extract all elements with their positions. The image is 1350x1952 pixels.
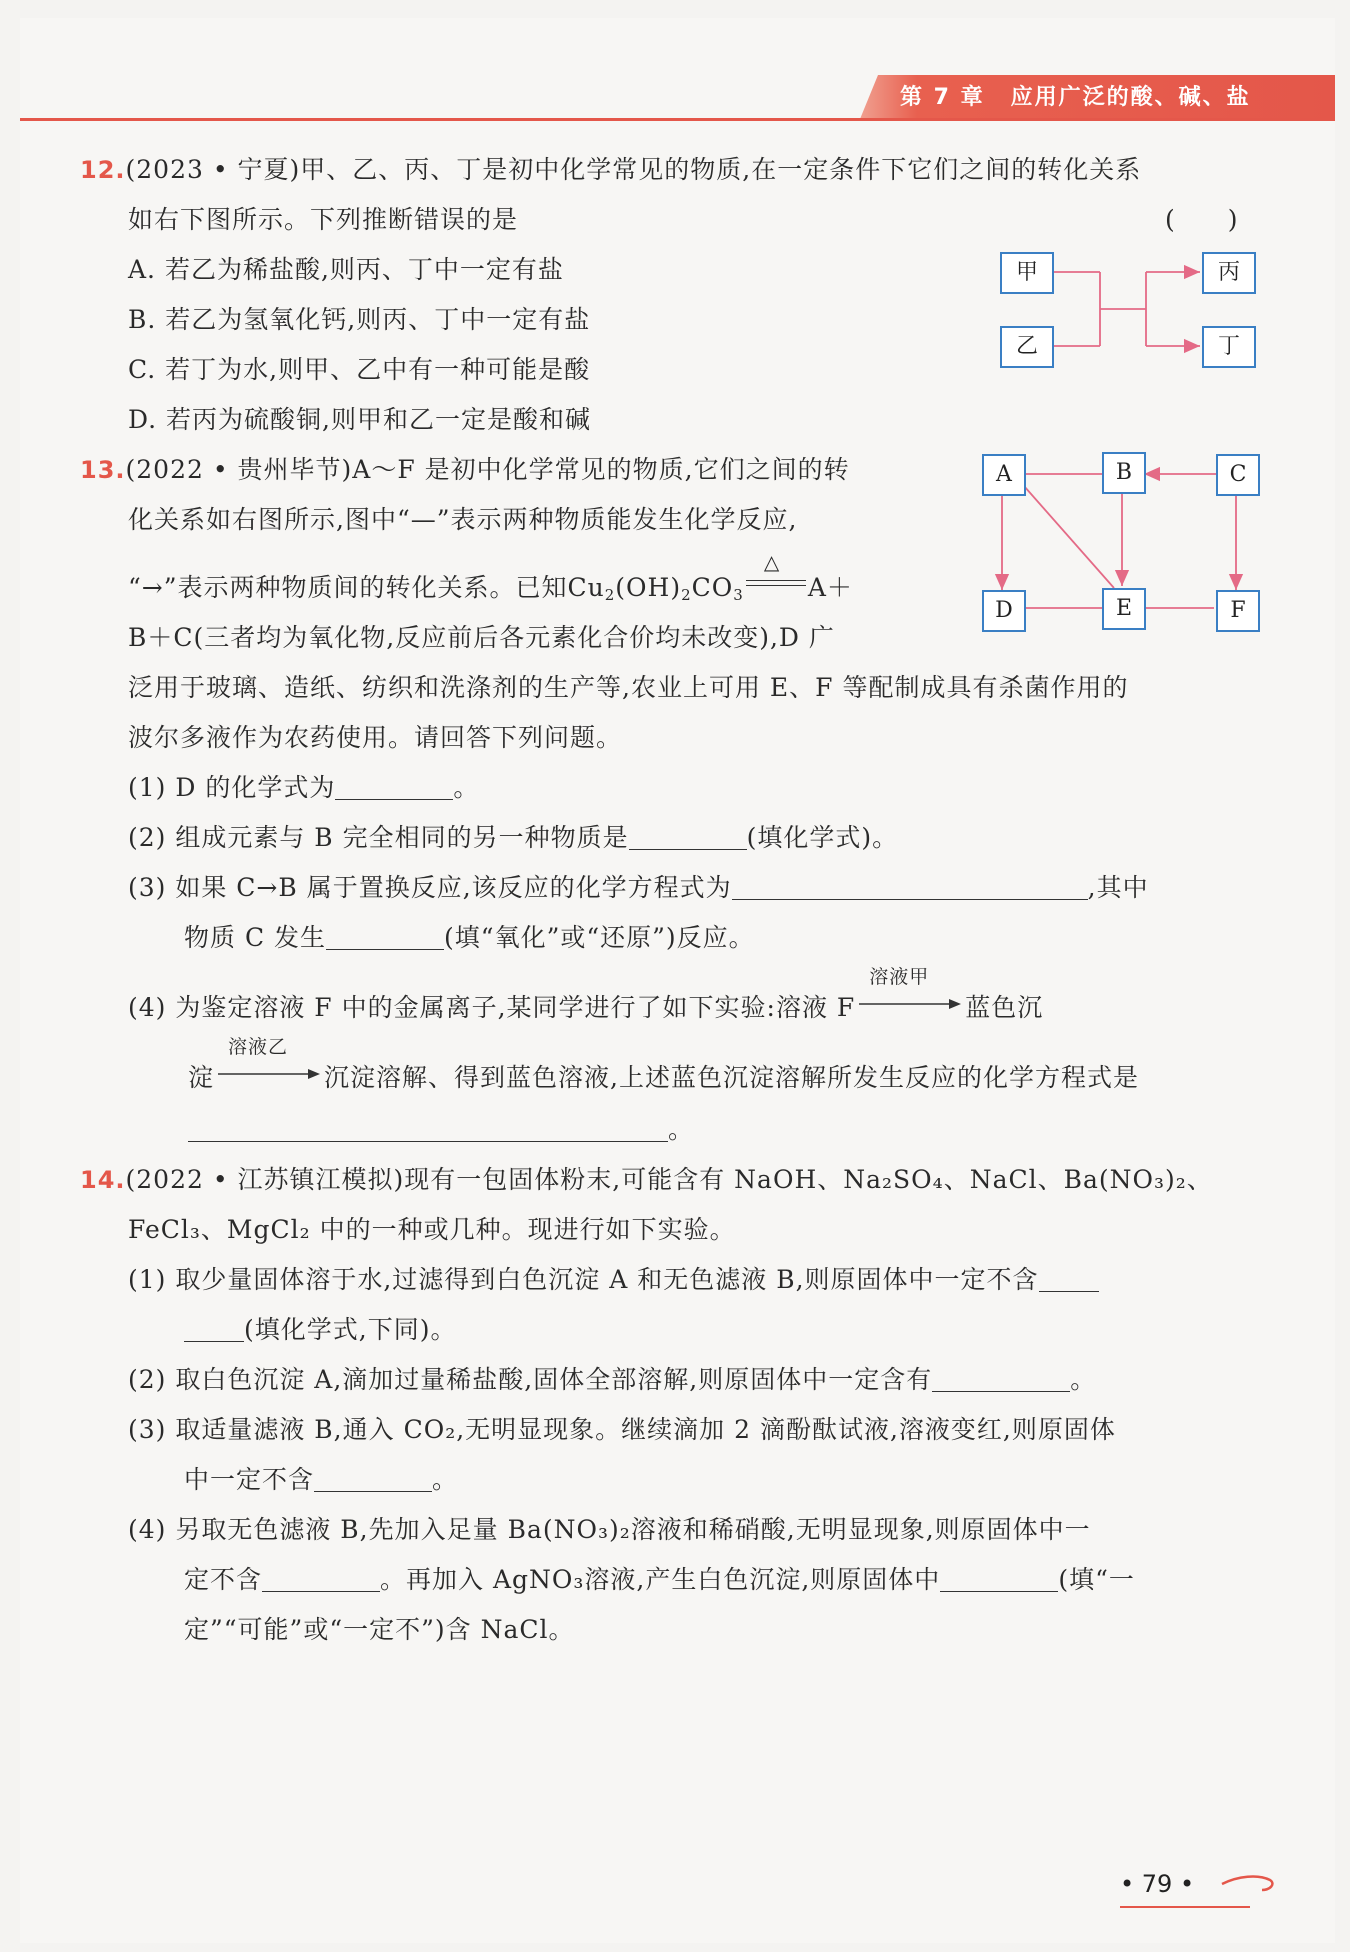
q14-number: 14. xyxy=(80,1166,126,1194)
page-number: • 79 • xyxy=(1120,1870,1195,1898)
q13-part3: (3) 如果 C→B 属于置换反应,该反应的化学方程式为 ,其中 xyxy=(128,873,1149,902)
q13-part4-answer: 。 xyxy=(188,1110,694,1146)
q13-box-f: F xyxy=(1216,590,1260,632)
q14-part2: (2) 取白色沉淀 A,滴加过量稀盐酸,固体全部溶解,则原固体中一定含有 。 xyxy=(128,1365,1097,1394)
q13-blank3[interactable] xyxy=(732,873,1088,900)
q14-line1: 14.(2022 • 江苏镇江模拟)现有一包固体粉末,可能含有 NaOH、Na₂SO₄、NaCl、Ba(NO₃)₂、 xyxy=(80,1165,1213,1194)
page-swoosh-icon xyxy=(1218,1868,1278,1898)
q13-part4: (4) 为鉴定溶液 F 中的金属离子,某同学进行了如下实验:溶液 F 溶液甲 蓝色沉 xyxy=(128,966,1044,1022)
q14-part3-cont: 中一定不含 。 xyxy=(184,1465,459,1494)
q12-line1: 12.(2023 • 宁夏)甲、乙、丙、丁是初中化学常见的物质,在一定条件下它们之间的转化关系 xyxy=(80,155,1142,184)
q12-diagram xyxy=(1000,248,1260,373)
q14-part4-end: 定”“可能”或“一定不”)含 NaCl。 xyxy=(184,1615,575,1644)
chapter-number: 第 7 章 xyxy=(900,85,985,110)
q13-part2: (2) 组成元素与 B 完全相同的另一种物质是 (填化学式)。 xyxy=(128,823,899,852)
q14-blank1b[interactable] xyxy=(184,1315,244,1342)
q13-line4: B＋C(三者均为氧化物,反应前后各元素化合价均未改变),D 广 xyxy=(128,623,835,652)
q12-box-jia: 甲 xyxy=(1000,252,1054,294)
q14-part3: (3) 取适量滤液 B,通入 CO₂,无明显现象。继续滴加 2 滴酚酞试液,溶液变红,则原固体 xyxy=(128,1415,1116,1444)
q13-blank4[interactable] xyxy=(326,923,444,950)
q13-part1: (1) D 的化学式为 。 xyxy=(128,773,480,802)
heating-condition: △ xyxy=(744,574,808,594)
q13-box-b: B xyxy=(1102,452,1146,494)
q13-line1: 13.(2022 • 贵州毕节)A～F 是初中化学常见的物质,它们之间的转 xyxy=(80,455,850,484)
q13-line5: 泛用于玻璃、造纸、纺织和洗涤剂的生产等,农业上可用 E、F 等配制成具有杀菌作用的 xyxy=(128,673,1129,702)
q13-blank5[interactable] xyxy=(188,1115,668,1142)
reagent-arrow-1: 溶液甲 xyxy=(855,994,965,1014)
q12-number: 12. xyxy=(80,156,126,184)
q14-line2: FeCl₃、MgCl₂ 中的一种或几种。现进行如下实验。 xyxy=(128,1215,736,1244)
q12-option-c: C. 若丁为水,则甲、乙中有一种可能是酸 xyxy=(128,355,591,384)
q14-part4: (4) 另取无色滤液 B,先加入足量 Ba(NO₃)₂溶液和稀硝酸,无明显现象,则原固体中一 xyxy=(128,1515,1091,1544)
q14-part4-cont: 定不含 。再加入 AgNO₃溶液,产生白色沉淀,则原固体中 (填“一 xyxy=(184,1565,1135,1594)
q12-box-bing: 丙 xyxy=(1202,252,1256,294)
q13-line-ae xyxy=(1024,486,1114,588)
q12-answer-paren: ( ) xyxy=(1165,205,1239,234)
q13-box-a: A xyxy=(982,454,1026,496)
q14-blank5[interactable] xyxy=(940,1565,1058,1592)
q13-line6: 波尔多液作为农药使用。请回答下列问题。 xyxy=(128,723,623,752)
q13-line3: “→”表示两种物质间的转化关系。已知$Cu_2(OH)_2CO_3$ △ A＋ xyxy=(128,550,853,604)
q13-number: 13. xyxy=(80,456,126,484)
q13-blank1[interactable] xyxy=(335,773,453,800)
chapter-header xyxy=(900,80,1251,116)
q12-box-ding: 丁 xyxy=(1202,326,1256,368)
q13-box-d: D xyxy=(982,590,1026,632)
q14-blank1a[interactable] xyxy=(1039,1265,1099,1292)
q14-part1: (1) 取少量固体溶于水,过滤得到白色沉淀 A 和无色滤液 B,则原固体中一定不含 xyxy=(128,1260,1099,1296)
q14-blank2[interactable] xyxy=(932,1365,1070,1392)
q13-diagram xyxy=(980,450,1255,630)
q12-option-b: B. 若乙为氢氧化钙,则丙、丁中一定有盐 xyxy=(128,305,591,334)
q13-box-c: C xyxy=(1216,454,1260,496)
q13-blank2[interactable] xyxy=(629,823,747,850)
chapter-title: 应用广泛的酸、碱、盐 xyxy=(1010,85,1251,110)
q13-box-e: E xyxy=(1102,588,1146,630)
q14-blank3[interactable] xyxy=(314,1465,432,1492)
reagent-arrow-2: 溶液乙 xyxy=(214,1064,324,1084)
q13-part4-cont: 淀 溶液乙 沉淀溶解、得到蓝色溶液,上述蓝色沉淀溶解所发生反应的化学方程式是 xyxy=(188,1036,1139,1092)
q12-option-d: D. 若丙为硫酸铜,则甲和乙一定是酸和碱 xyxy=(128,405,591,434)
header-rule xyxy=(20,118,1335,121)
q13-line2: 化关系如右图所示,图中“—”表示两种物质能发生化学反应, xyxy=(128,505,798,534)
q12-box-yi: 乙 xyxy=(1000,326,1054,368)
q12-option-a: A. 若乙为稀盐酸,则丙、丁中一定有盐 xyxy=(128,255,564,284)
q14-part1-cont: (填化学式,下同)。 xyxy=(184,1310,456,1346)
q13-part3-cont: 物质 C 发生 (填“氧化”或“还原”)反应。 xyxy=(184,923,755,952)
q14-blank4[interactable] xyxy=(262,1565,380,1592)
q12-line2: 如右下图所示。下列推断错误的是 xyxy=(128,205,519,234)
page-number-rule xyxy=(1120,1906,1250,1908)
